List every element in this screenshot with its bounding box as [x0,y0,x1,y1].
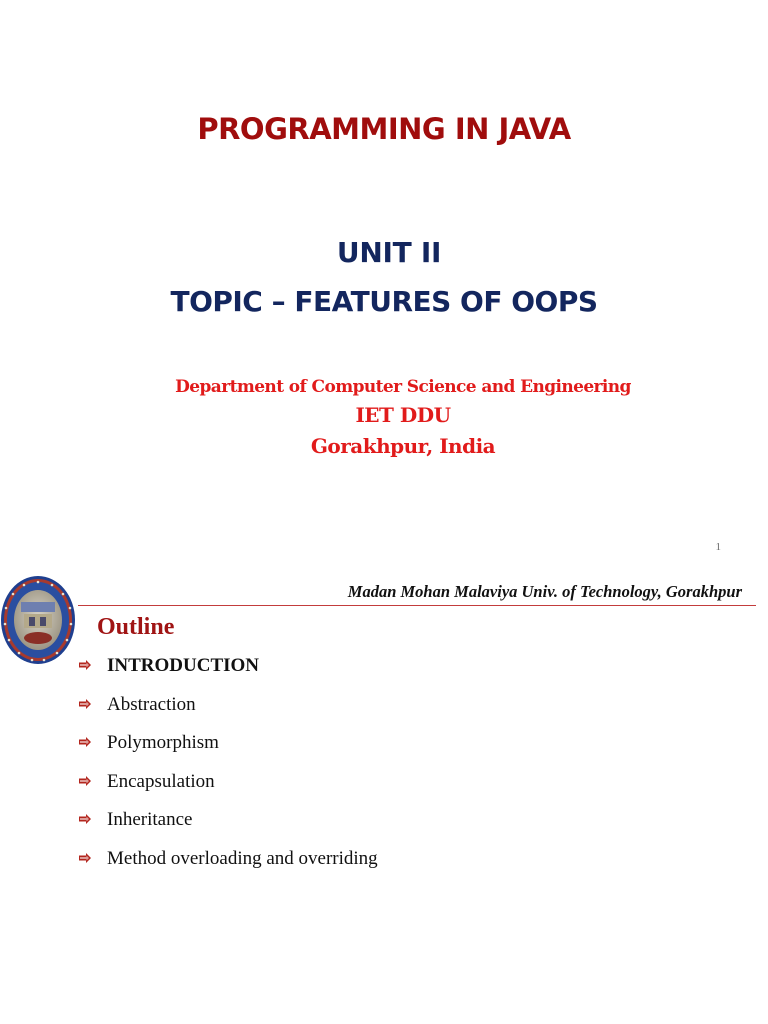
list-item [79,810,378,849]
topic-title: TOPIC – FEATURES OF OOPS [170,285,598,318]
list-item-label: Method overloading and overriding [107,847,378,869]
list-item-label: Abstraction [107,693,196,715]
list-item-label: Inheritance [107,809,193,830]
city-name: Gorakhpur, India [310,434,496,458]
university-name: Madan Mohan Malaviya Univ. of Technology, Gorakhpur [347,582,742,601]
pencil-arrow-bullet-icon [79,736,91,748]
list-item [79,656,378,695]
pencil-arrow-bullet-icon [79,775,91,787]
department-name: Department of Computer Science and Engineering [175,377,631,397]
page-number: 1 [715,541,721,553]
pencil-arrow-bullet-icon [79,698,91,710]
outline-slide [0,566,768,1024]
outline-list [79,656,378,887]
list-item [79,772,378,811]
list-item-label: Encapsulation [107,770,215,792]
pencil-arrow-bullet-icon [79,852,91,864]
list-item [79,733,378,772]
course-title: PROGRAMMING IN JAVA [197,112,571,146]
list-item-label: INTRODUCTION [107,655,260,676]
list-item-label: Polymorphism [107,732,219,753]
university-seal-icon [0,572,78,668]
pencil-arrow-bullet-icon [79,813,91,825]
institute-name: IET DDU [355,403,451,427]
list-item [79,695,378,734]
unit-title: UNIT II [336,236,442,269]
outline-heading: Outline [97,614,175,640]
pencil-arrow-bullet-icon [79,659,91,671]
header-divider [78,605,756,606]
list-item [79,849,378,888]
